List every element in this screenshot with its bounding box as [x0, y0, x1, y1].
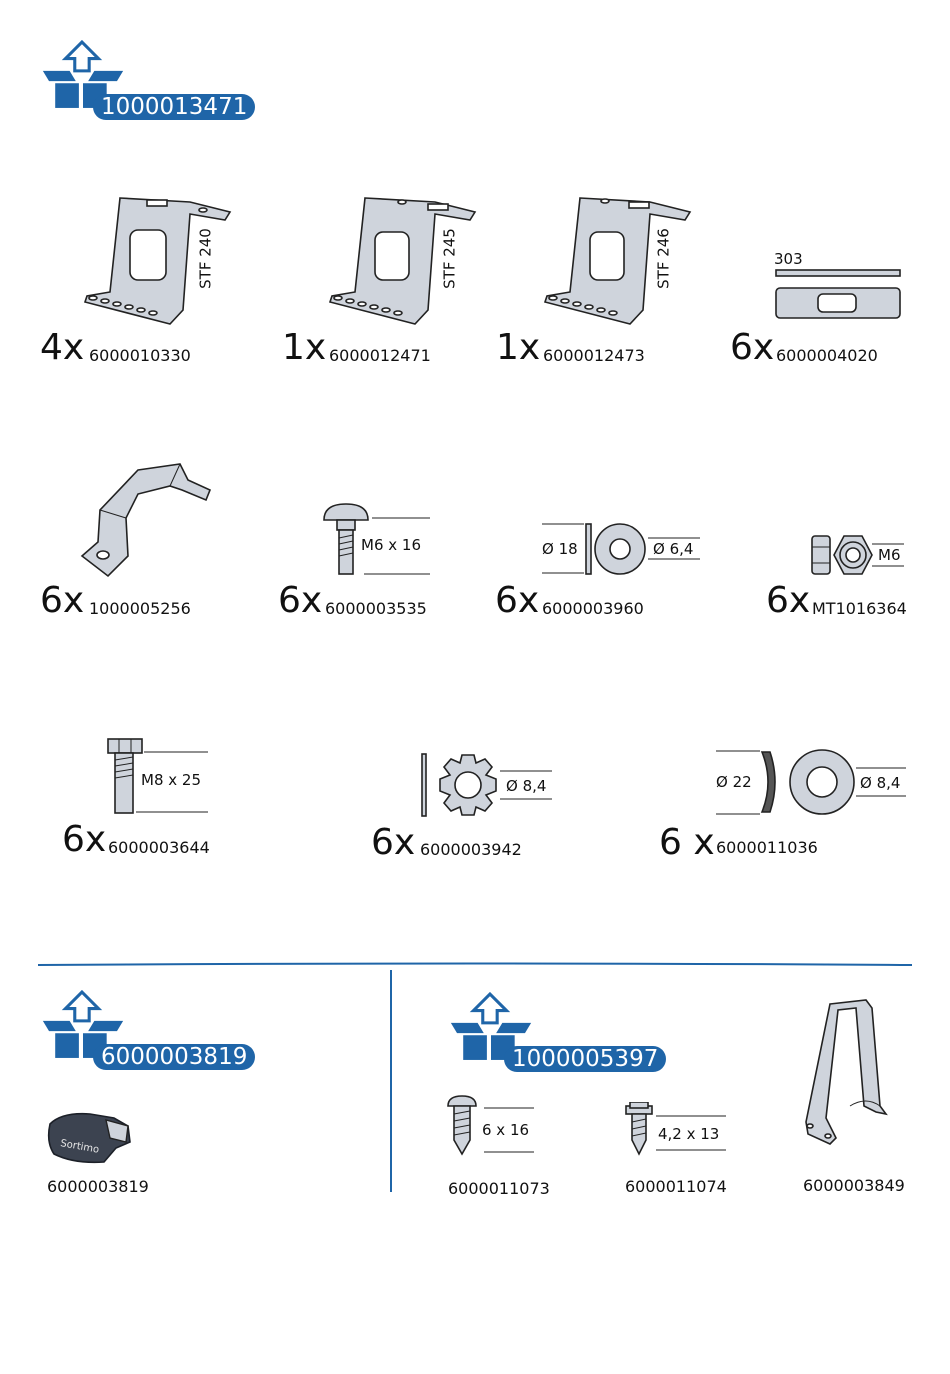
part-number: 6000011036: [716, 838, 818, 857]
bent-strap-illustration: [78, 460, 218, 580]
quantity: 1x: [496, 327, 541, 368]
quantity: 6 x: [659, 822, 715, 863]
kit-logo-main: [38, 40, 268, 122]
part-number: 6000003535: [325, 599, 427, 618]
quantity: 6x: [730, 327, 775, 368]
part-number: 6000012473: [543, 346, 645, 365]
part-number: 6000003849: [803, 1176, 905, 1195]
washer-inner-diameter: Ø 8,4: [506, 777, 547, 795]
washer-outer-diameter: Ø 18: [542, 540, 578, 558]
quantity: 1x: [282, 327, 327, 368]
part-number: 6000012471: [329, 346, 431, 365]
hook-bracket-illustration: [800, 998, 892, 1150]
part-number: 6000003960: [542, 599, 644, 618]
washer-inner-diameter: Ø 6,4: [653, 540, 694, 558]
washer-inner-diameter: Ø 8,4: [860, 774, 901, 792]
vertical-divider: [388, 970, 394, 1192]
kit-logo-screws: [446, 992, 676, 1074]
quantity: 6x: [371, 822, 416, 863]
clip-brand-text: Sortimo: [59, 1138, 100, 1156]
part-number: 6000003819: [47, 1177, 149, 1196]
screw-size-label: 6 x 16: [482, 1121, 530, 1139]
part-number: 6000011074: [625, 1177, 727, 1196]
bolt-size-label: M8 x 25: [141, 771, 201, 789]
quantity: 6x: [40, 580, 85, 621]
kit-number-badge: 6000003819: [93, 1044, 255, 1070]
bracket-mark: STF 240: [196, 228, 215, 289]
plate-length-label: 303: [774, 250, 803, 268]
part-number: 1000005256: [89, 599, 191, 618]
nut-size-label: M6: [878, 546, 901, 564]
quantity: 6x: [278, 580, 323, 621]
part-number: 6000003644: [108, 838, 210, 857]
washer-outer-diameter: Ø 22: [716, 773, 752, 791]
kit-number-badge: 1000013471: [93, 94, 255, 120]
kit-logo-clip: [38, 990, 268, 1072]
part-number: MT1016364: [812, 599, 907, 618]
quantity: 6x: [62, 819, 107, 860]
quantity: 6x: [495, 580, 540, 621]
quantity: 4x: [40, 327, 85, 368]
bracket-mark: STF 246: [654, 228, 673, 289]
bolt-size-label: M6 x 16: [361, 536, 421, 554]
section-divider: [38, 962, 912, 968]
part-number: 6000011073: [448, 1179, 550, 1198]
kit-number-badge: 1000005397: [504, 1046, 666, 1072]
part-number: 6000010330: [89, 346, 191, 365]
bracket-mark: STF 245: [440, 228, 459, 289]
quantity: 6x: [766, 580, 811, 621]
clip-illustration: [44, 1108, 134, 1166]
screw-size-label: 4,2 x 13: [658, 1125, 720, 1143]
plate-illustration: [772, 268, 904, 324]
part-number: 6000004020: [776, 346, 878, 365]
part-number: 6000003942: [420, 840, 522, 859]
